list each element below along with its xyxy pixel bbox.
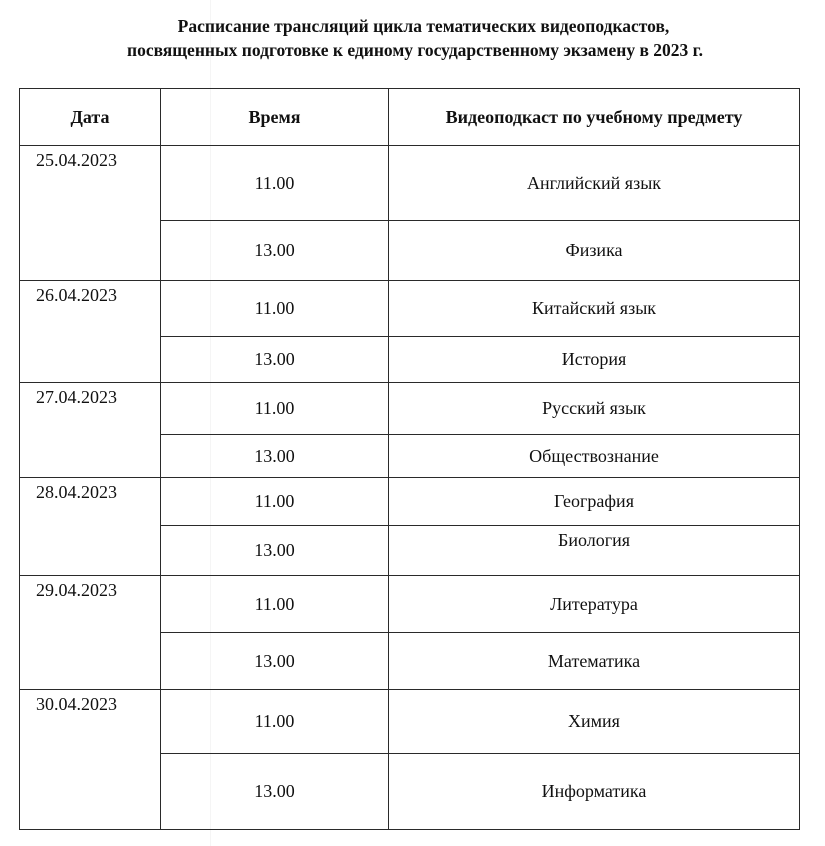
date-cell: 29.04.2023 — [20, 576, 161, 690]
document-title — [0, 14, 825, 62]
table-row — [20, 383, 800, 435]
time-cell: 13.00 — [161, 337, 389, 383]
table-row — [20, 576, 800, 633]
time-cell: 11.00 — [161, 146, 389, 221]
time-cell: 13.00 — [161, 435, 389, 478]
subject-cell: Биология — [389, 526, 800, 576]
time-cell: 11.00 — [161, 383, 389, 435]
subject-cell: Обществознание — [389, 435, 800, 478]
subject-cell: История — [389, 337, 800, 383]
table-row — [20, 281, 800, 337]
header-date: Дата — [20, 89, 161, 146]
date-cell: 26.04.2023 — [20, 281, 161, 383]
schedule-table — [19, 88, 800, 830]
subject-cell: Литература — [389, 576, 800, 633]
subject-cell: Английский язык — [389, 146, 800, 221]
subject-cell: Химия — [389, 690, 800, 754]
table-row — [20, 478, 800, 526]
time-cell: 13.00 — [161, 526, 389, 576]
time-cell: 11.00 — [161, 576, 389, 633]
title-line-2: посвященных подготовке к единому государственному экзамену в 2023 г. — [126, 40, 704, 60]
subject-cell: Информатика — [389, 754, 800, 830]
date-cell: 25.04.2023 — [20, 146, 161, 281]
subject-cell: Русский язык — [389, 383, 800, 435]
table-row — [20, 146, 800, 221]
table-header-row — [20, 89, 800, 146]
time-cell: 11.00 — [161, 690, 389, 754]
title-line-1: Расписание трансляций цикла тематических видеоподкастов, — [177, 16, 670, 36]
date-cell: 27.04.2023 — [20, 383, 161, 478]
time-cell: 11.00 — [161, 478, 389, 526]
time-cell: 13.00 — [161, 221, 389, 281]
subject-cell: Китайский язык — [389, 281, 800, 337]
subject-cell: Физика — [389, 221, 800, 281]
time-cell: 11.00 — [161, 281, 389, 337]
date-cell: 28.04.2023 — [20, 478, 161, 576]
time-cell: 13.00 — [161, 633, 389, 690]
subject-cell: География — [389, 478, 800, 526]
table-row — [20, 690, 800, 754]
time-cell: 13.00 — [161, 754, 389, 830]
subject-cell: Математика — [389, 633, 800, 690]
date-cell: 30.04.2023 — [20, 690, 161, 830]
header-subject: Видеоподкаст по учебному предмету — [389, 89, 800, 146]
header-time: Время — [161, 89, 389, 146]
